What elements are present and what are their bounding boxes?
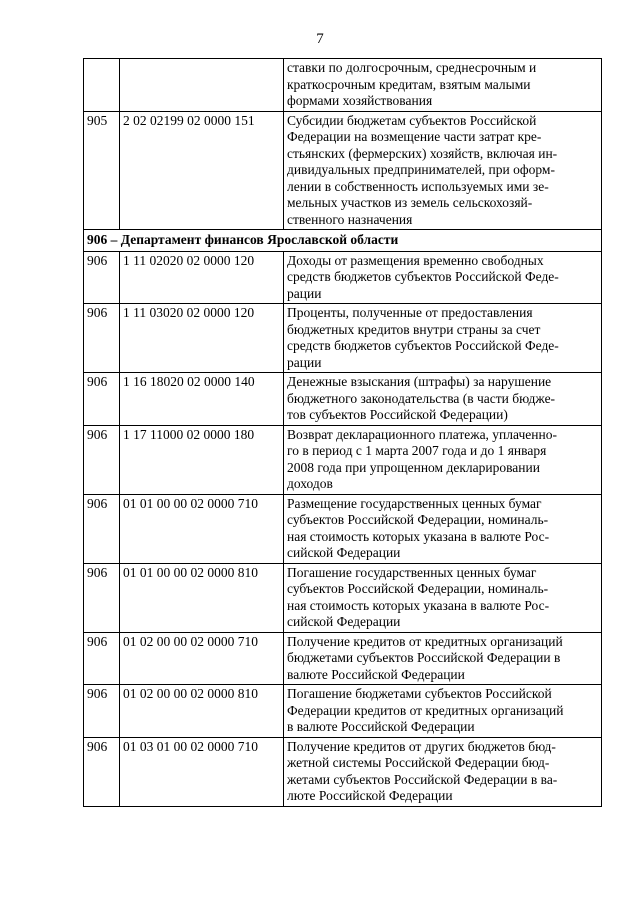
description-cell <box>284 59 602 112</box>
table-body <box>84 59 602 807</box>
admin-code-cell: 906 <box>84 373 120 426</box>
admin-code-cell: 906 <box>84 563 120 632</box>
description-line: Размещение государственных ценных бумаг <box>287 495 542 511</box>
description-cell <box>284 111 602 230</box>
description-line: субъектов Российской Федерации, номиналь- <box>287 581 549 596</box>
description-line: стьянских (фермерских) хозяйств, включая ин- <box>287 145 558 161</box>
description-line: Погашение государственных ценных бумаг <box>287 564 537 580</box>
description-line: ная стоимость которых указана в валюте Рос- <box>287 528 550 544</box>
description-line: лении в собственность используемых ими зе- <box>287 178 549 194</box>
description-line: Субсидии бюджетам субъектов Российской <box>287 112 537 128</box>
description-line: жетами субъектов Российской Федерации в ва- <box>287 771 558 787</box>
description-cell <box>284 632 602 685</box>
admin-code-cell: 906 <box>84 685 120 738</box>
description-line: ная стоимость которых указана в валюте Рос- <box>287 597 550 613</box>
description-line: бюджетных кредитов внутри страны за счет <box>287 321 541 337</box>
section-header-row <box>84 230 602 252</box>
budget-code-cell: 01 01 00 00 02 0000 810 <box>120 563 284 632</box>
budget-code-cell: 01 01 00 00 02 0000 710 <box>120 494 284 563</box>
description-cell <box>284 304 602 373</box>
description-line: Федерации на возмещение части затрат кре- <box>287 129 542 144</box>
description-cell <box>284 685 602 738</box>
budget-code-cell: 1 11 02020 02 0000 120 <box>120 251 284 304</box>
description-line: Возврат декларационного платежа, уплаченно- <box>287 426 557 442</box>
description-line: валюте Российской Федерации <box>287 666 465 682</box>
admin-code-cell: 905 <box>84 111 120 230</box>
table-row <box>84 685 602 738</box>
description-cell <box>284 251 602 304</box>
budget-code-cell: 01 02 00 00 02 0000 710 <box>120 632 284 685</box>
description-line: 2008 года при упрощенном декларировании <box>287 459 540 475</box>
description-line: рации <box>287 285 322 301</box>
budget-code-cell: 01 03 01 00 02 0000 710 <box>120 737 284 806</box>
description-line: субъектов Российской Федерации, номиналь- <box>287 512 549 527</box>
budget-code-cell: 01 02 00 00 02 0000 810 <box>120 685 284 738</box>
description-line: краткосрочным кредитам, взятым малыми <box>287 76 531 92</box>
description-line: средств бюджетов субъектов Российской Феде- <box>287 338 559 353</box>
table-row <box>84 373 602 426</box>
description-line: бюджетами субъектов Российской Федерации в <box>287 650 561 665</box>
table-row <box>84 251 602 304</box>
description-cell <box>284 425 602 494</box>
table-row <box>84 425 602 494</box>
table-row <box>84 632 602 685</box>
description-line: ственного назначения <box>287 211 413 227</box>
table-row <box>84 737 602 806</box>
description-line: бюджетного законодательства (в части бюдже- <box>287 390 556 406</box>
description-cell <box>284 494 602 563</box>
description-line: люте Российской Федерации <box>287 788 453 803</box>
description-line: ставки по долгосрочным, среднесрочным и <box>287 60 537 75</box>
description-line: сийской Федерации <box>287 614 401 629</box>
page-number: 7 <box>316 31 324 47</box>
table-row <box>84 494 602 563</box>
table-row <box>84 111 602 230</box>
table-row <box>84 304 602 373</box>
description-cell <box>284 563 602 632</box>
budget-codes-table <box>83 58 602 807</box>
description-line: дивидуальных предпринимателей, при оформ- <box>287 162 555 177</box>
admin-code-cell: 906 <box>84 737 120 806</box>
description-line: Проценты, полученные от предоставления <box>287 305 533 320</box>
description-line: го в период с 1 марта 2007 года и до 1 января <box>287 443 547 458</box>
table-row <box>84 59 602 112</box>
admin-code-cell: 906 <box>84 494 120 563</box>
description-line: жетной системы Российской Федерации бюд- <box>287 755 550 770</box>
description-line: средств бюджетов субъектов Российской Феде- <box>287 269 559 284</box>
description-line: рации <box>287 354 322 370</box>
budget-code-cell: 2 02 02199 02 0000 151 <box>120 111 284 230</box>
description-line: Доходы от размещения временно свободных <box>287 252 544 268</box>
description-line: в валюте Российской Федерации <box>287 719 475 734</box>
description-line: Денежные взыскания (штрафы) за нарушение <box>287 374 552 389</box>
budget-code-cell <box>120 59 284 112</box>
budget-code-cell: 1 11 03020 02 0000 120 <box>120 304 284 373</box>
admin-code-cell: 906 <box>84 251 120 304</box>
admin-code-cell: 906 <box>84 632 120 685</box>
budget-code-cell: 1 16 18020 02 0000 140 <box>120 373 284 426</box>
admin-code-cell: 906 <box>84 304 120 373</box>
description-cell <box>284 737 602 806</box>
description-line: Погашение бюджетами субъектов Российской <box>287 686 552 701</box>
description-line: Федерации кредитов от кредитных организаций <box>287 702 564 718</box>
description-line: мельных участков из земель сельскохозяй- <box>287 195 533 210</box>
section-title: 906 – Департамент финансов Ярославской области <box>84 230 602 252</box>
table-row <box>84 563 602 632</box>
description-line: сийской Федерации <box>287 545 401 560</box>
budget-code-cell: 1 17 11000 02 0000 180 <box>120 425 284 494</box>
description-line: Получение кредитов от других бюджетов бюд- <box>287 738 556 754</box>
description-line: тов субъектов Российской Федерации) <box>287 407 508 422</box>
description-line: формами хозяйствования <box>287 93 433 108</box>
admin-code-cell: 906 <box>84 425 120 494</box>
description-line: Получение кредитов от кредитных организаций <box>287 633 563 649</box>
description-line: доходов <box>287 476 333 491</box>
admin-code-cell <box>84 59 120 112</box>
description-cell <box>284 373 602 426</box>
